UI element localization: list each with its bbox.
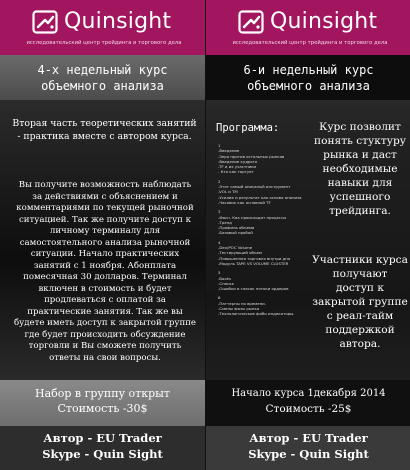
program-item: -Тестирующий объем: [218, 250, 262, 256]
skype-contact[interactable]: Skype - Quin Sight: [42, 447, 163, 461]
course-title-line2: объемного анализа: [41, 79, 164, 93]
enrollment-status: Набор в группу открыт: [35, 387, 170, 400]
program-item: 4: [218, 239, 221, 245]
quinsight-logo-icon: [32, 10, 58, 34]
program-heading: Программа:: [216, 122, 280, 134]
start-date: Начало курса 1декабря 2014: [231, 388, 386, 399]
program-item: -Этот самый описаный инструмент: [218, 184, 291, 190]
program-item: -Фасп. Как происходит процессы: [218, 214, 287, 220]
contact-block: [0, 426, 205, 470]
course-access-text: Участники курса получают доступ к закрытой группе с реал-тайм поддержкой автора.: [312, 254, 408, 350]
program-item: -Тренд: [218, 219, 232, 225]
program-item: -Технологические фибо индикаторы.: [218, 311, 295, 317]
brand-header: [0, 0, 205, 55]
program-item: -Модуль TAPE VS VOLUME CLUSTER: [218, 260, 289, 266]
program-item: -Спасок: [218, 280, 234, 286]
course-benefit-text: Курс позволит понять стуктуру рынка и даст необходимые навыки для успешного трейдинга.: [314, 121, 406, 217]
program-item: 3: [218, 209, 221, 215]
program-item: -Dex/POC Volume: [218, 245, 253, 251]
course-price: Стоимость -25$: [265, 403, 352, 415]
brand-name: Quinsight: [270, 9, 378, 34]
program-item: -Зеро против остальных рынков: [218, 153, 285, 159]
program-item: -Паттерны по времени.: [218, 300, 266, 306]
program-item: - Кто как торгует: [218, 169, 254, 175]
brand-tagline: исследовательский центр трейдинга и торгового дела: [26, 40, 182, 46]
right-course-panel: [205, 0, 410, 470]
course-title-line1: 4-х недельный курс: [37, 63, 168, 77]
quinsight-logo-icon: [238, 10, 264, 34]
course-price: Стоимость -30$: [57, 402, 148, 415]
program-item: -Books: [218, 275, 231, 281]
program-item: -Базовый пробой: [218, 230, 253, 236]
program-list: [218, 143, 310, 317]
course-title: [0, 55, 205, 100]
start-date-banner: [206, 380, 410, 426]
course-title: [206, 55, 410, 100]
course-description: Вы получите возможность наблюдать за действиями с объяснением и комментариями по текущей рыночной ситуацией. Так же получите доступ к личному терминалу для самостоятельного анализа рыночной ситуации. Начало практических занятий с 1 ноября. Абонплата помесячная 30 долларов. Терминал включен в стоимость и будет продлеваться с оплатой за практические занятия. Так же вы будете иметь доступ к закрытой группе где будет происходить обсуждение торговли и Вы сможете получить ответы на свои вопросы.: [14, 180, 197, 363]
author-text: Автор - EU Trader: [43, 431, 162, 445]
program-item: 5: [218, 270, 221, 276]
program-item: -Усилие и результат как основа анализа: [218, 194, 302, 200]
program-item: -Повышенная торговля внутри дня: [218, 255, 291, 261]
author-text: Автор - EU Trader: [249, 431, 368, 445]
program-item: -TF и их участники: [218, 164, 257, 170]
enrollment-banner: [0, 380, 205, 426]
brand-tagline: исследовательский центр трейдинга и торгового дела: [232, 40, 388, 46]
contact-block: [206, 426, 410, 470]
program-item: -Смены фазы рынка: [218, 306, 260, 312]
program-item: -Ошибки в спасок потоки ордеров: [218, 286, 289, 292]
program-item: -Введение кудрого: [218, 158, 258, 164]
program-item: -Введение: [218, 148, 240, 154]
course-intro: Вторая часть теоретических занятий - практика вместе с автором курса.: [12, 118, 197, 142]
course-title-line2: объемного анализа: [247, 79, 370, 93]
program-item: 2: [218, 178, 221, 184]
program-item: -Профиль объема: [218, 225, 255, 231]
program-item: -VOL и ТМ: [218, 189, 238, 195]
program-item: -Часовик как основной TF: [218, 199, 271, 205]
brand-header: [206, 0, 410, 55]
brand-name: Quinsight: [64, 9, 172, 34]
skype-contact[interactable]: Skype - Quin Sight: [248, 447, 369, 461]
program-item: 1: [218, 143, 221, 148]
course-title-line1: 6-и недельный курс: [243, 63, 374, 77]
program-item: 6: [218, 295, 221, 301]
